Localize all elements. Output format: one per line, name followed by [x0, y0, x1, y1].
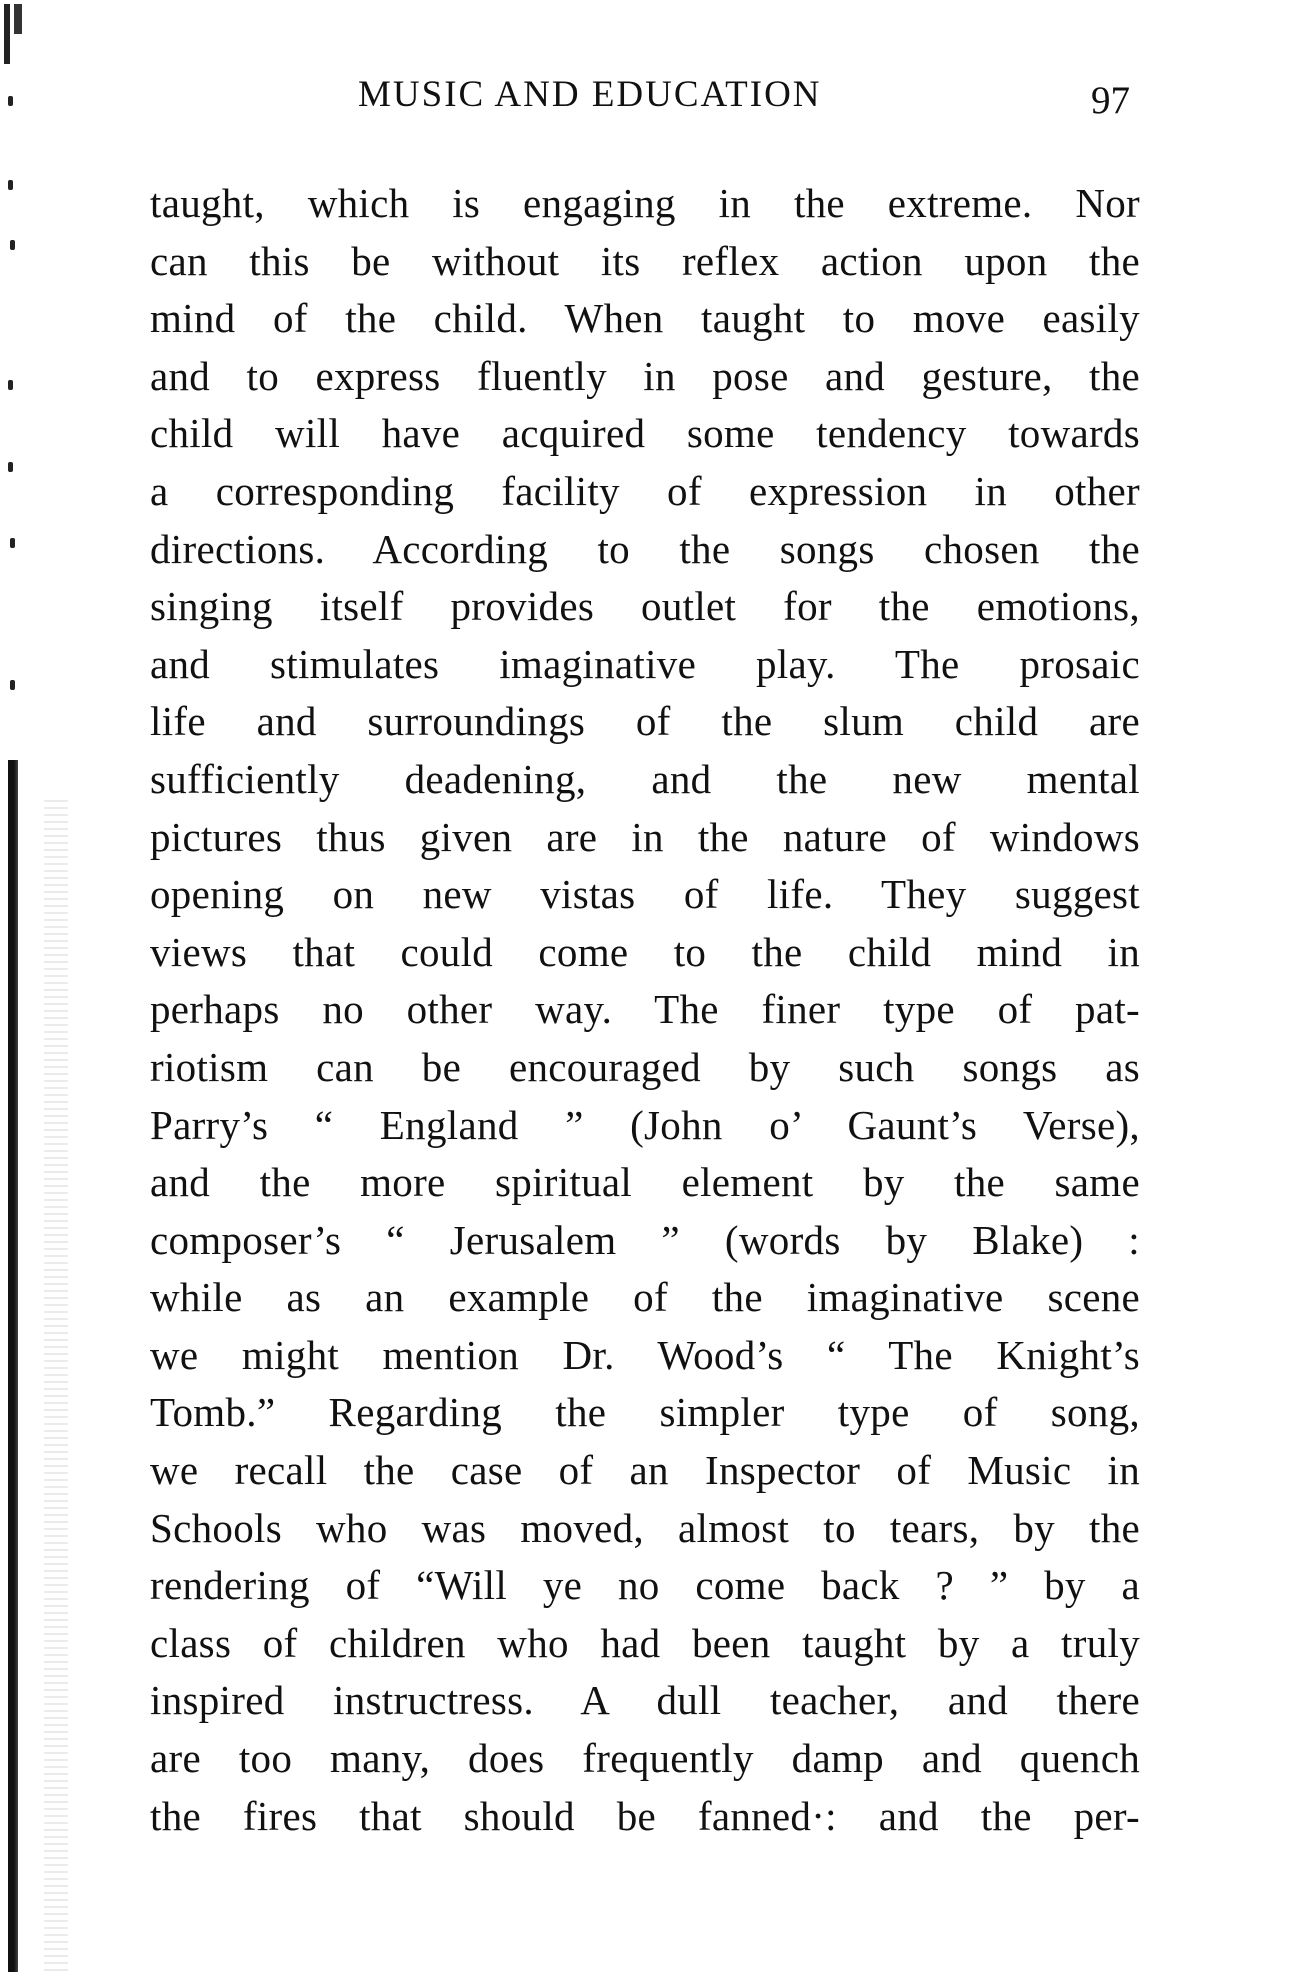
- text-line: Schools who was moved, almost to tears, by the: [150, 1504, 1140, 1551]
- text-line: and the more spiritual element by the same: [150, 1159, 1140, 1206]
- scan-mark: [8, 462, 13, 472]
- scan-mark: [8, 96, 13, 106]
- page-number: 97: [1091, 79, 1130, 122]
- scan-mark: [8, 380, 13, 390]
- text-line: opening on new vistas of life. They suggest: [150, 871, 1140, 918]
- text-line: we recall the case of an Inspector of Music in: [150, 1447, 1140, 1494]
- binding-line: [8, 760, 18, 1972]
- running-head-title: MUSIC AND EDUCATION: [358, 74, 822, 115]
- scan-gutter: [0, 0, 60, 1972]
- text-line: life and surroundings of the slum child are: [150, 698, 1140, 745]
- text-line: we might mention Dr. Wood’s “ The Knight’s: [150, 1331, 1140, 1378]
- text-line: the fires that should be fanned·: and the per-: [150, 1792, 1140, 1839]
- text-line: views that could come to the child mind in: [150, 928, 1140, 975]
- text-line: pictures thus given are in the nature of windows: [150, 813, 1140, 860]
- running-head: [150, 70, 1140, 120]
- text-line: Parry’s “ England ” (John o’ Gaunt’s Verse),: [150, 1101, 1140, 1148]
- text-line: and to express fluently in pose and gesture, the: [150, 352, 1140, 399]
- text-line: and stimulates imaginative play. The prosaic: [150, 640, 1140, 687]
- binding-shadow-top: [4, 4, 10, 64]
- text-line: sufficiently deadening, and the new mental: [150, 755, 1140, 802]
- scan-mark: [10, 680, 15, 690]
- text-line: rendering of “Will ye no come back ? ” by a: [150, 1562, 1140, 1609]
- text-line: mind of the child. When taught to move easily: [150, 295, 1140, 342]
- text-line: while as an example of the imaginative scene: [150, 1274, 1140, 1321]
- text-line: can this be without its reflex action upon the: [150, 237, 1140, 284]
- text-line: singing itself provides outlet for the emotions,: [150, 583, 1140, 630]
- text-line: class of children who had been taught by a truly: [150, 1619, 1140, 1666]
- text-line: Tomb.” Regarding the simpler type of song,: [150, 1389, 1140, 1436]
- body-text: [150, 175, 1140, 1845]
- scan-mark: [8, 180, 13, 190]
- scan-speckle: [44, 800, 68, 1972]
- text-line: riotism can be encouraged by such songs as: [150, 1043, 1140, 1090]
- text-line: inspired instructress. A dull teacher, and there: [150, 1677, 1140, 1724]
- scan-mark: [10, 538, 15, 548]
- scan-mark: [10, 240, 15, 250]
- text-line: taught, which is engaging in the extreme. Nor: [150, 180, 1140, 226]
- text-line: are too many, does frequently damp and quench: [150, 1735, 1140, 1782]
- text-line: composer’s “ Jerusalem ” (words by Blake) :: [150, 1216, 1140, 1263]
- text-line: directions. According to the songs chosen the: [150, 525, 1140, 572]
- text-line: perhaps no other way. The finer type of pat-: [150, 986, 1140, 1033]
- text-line: a corresponding facility of expression in other: [150, 467, 1140, 514]
- binding-shadow-top-secondary: [14, 4, 22, 34]
- text-line: child will have acquired some tendency towards: [150, 410, 1140, 457]
